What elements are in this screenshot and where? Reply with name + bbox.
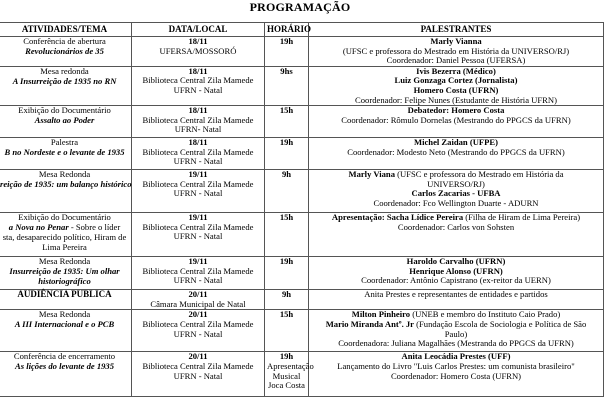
speaker-line: Anita Leocádia Prestes (UFF) xyxy=(401,351,511,362)
speaker-line: Coordenador: Modesto Neto (Mestrando do PPGCS da UFRN) xyxy=(347,146,565,157)
table-row xyxy=(0,213,604,257)
activity-cell xyxy=(0,310,132,352)
table-row xyxy=(0,66,604,105)
table-row xyxy=(0,170,604,213)
activity-theme-detail: sta, desaparecido político, Hiram de xyxy=(2,231,127,242)
activity-cell xyxy=(0,138,132,170)
event-time: 19h xyxy=(279,36,294,46)
speaker-line: Marly Viana (UFSC e professora do Mestrado em História da xyxy=(348,169,564,180)
event-location: Biblioteca Central Zila Mamede xyxy=(142,114,254,125)
speaker-line: Coordenador: Daniel Pessoa (UFERSA) xyxy=(386,55,526,66)
time-cell xyxy=(265,37,309,67)
event-date: 18/11 xyxy=(188,65,208,76)
event-time: 15h xyxy=(279,309,294,320)
date-location-cell xyxy=(132,310,265,352)
activity-theme: Revolucionários de 35 xyxy=(25,45,104,56)
event-time: 9h xyxy=(281,289,292,300)
speaker-line: Paulo) xyxy=(444,328,468,339)
speakers-cell xyxy=(309,66,604,105)
activity-theme: Insurreição de 1935: Um olhar xyxy=(9,265,120,276)
table-header-row xyxy=(0,23,604,37)
speaker-line: UNIVERSO/RJ) xyxy=(427,178,485,189)
event-location: UFRN - Natal xyxy=(173,84,223,95)
time-cell xyxy=(265,66,309,105)
event-location: Câmara Municipal de Natal xyxy=(150,298,246,309)
page-title: PROGRAMAÇÃO xyxy=(249,0,351,14)
table-row xyxy=(0,352,604,397)
speakers-cell xyxy=(309,138,604,170)
header-activity: ATIVIDADES/TEMA xyxy=(0,23,132,37)
activity-theme: historiográfico xyxy=(38,275,91,286)
activity-type: Exibição do Documentário xyxy=(18,212,111,223)
activity-theme: A III Internacional e o PCB xyxy=(14,319,115,330)
header-speakers: PALESTRANTES xyxy=(309,23,604,37)
program-rows xyxy=(0,37,604,397)
speaker-name: Mario Miranda Antº. Jr xyxy=(325,318,414,329)
date-location-cell xyxy=(132,290,265,310)
activity-theme-detail: - Sobre o líder xyxy=(68,221,121,232)
speakers-cell xyxy=(309,257,604,290)
activity-type: Exibição do Documentário xyxy=(18,105,111,116)
time-cell xyxy=(265,213,309,257)
event-time: 19h xyxy=(279,256,294,267)
time-note: Musical xyxy=(272,370,301,381)
event-time: 9h xyxy=(281,169,292,180)
speakers-cell xyxy=(309,310,604,352)
time-cell xyxy=(265,290,309,310)
speaker-line: Henrique Alonso (UFRN) xyxy=(409,265,503,276)
event-location: Biblioteca Central Zila Mamede xyxy=(142,360,254,371)
speakers-cell xyxy=(309,37,604,67)
program-table xyxy=(0,22,604,397)
speaker-line: Coordenador: Homero Costa (UFRN) xyxy=(390,370,522,381)
event-date: 19/11 xyxy=(188,256,208,267)
event-location: Biblioteca Central Zila Mamede xyxy=(142,146,254,157)
speaker-line: Debatedor: Homero Costa xyxy=(407,105,505,116)
event-location: Biblioteca Central Zila Mamede xyxy=(142,318,254,329)
activity-cell xyxy=(0,66,132,105)
speaker-line: Haroldo Carvalho (UFRN) xyxy=(406,256,506,267)
table-row xyxy=(0,257,604,290)
speakers-cell xyxy=(309,106,604,138)
time-cell xyxy=(265,170,309,213)
activity-type: Mesa Redonda xyxy=(38,309,91,320)
event-location: Biblioteca Central Zila Mamede xyxy=(142,178,254,189)
speaker-line: Coordenador: Carlos von Sohsten xyxy=(397,221,515,232)
time-cell xyxy=(265,351,314,397)
event-time: 19h xyxy=(279,351,294,362)
time-note: Joca Costa xyxy=(268,380,305,391)
speaker-line: Luiz Gonzaga Cortez (Jornalista) xyxy=(394,75,518,86)
speaker-line: Coordenador: Antônio Capistrano (ex-reitor da UERN) xyxy=(361,275,551,286)
date-location-cell xyxy=(132,257,265,290)
activity-cell xyxy=(0,106,132,138)
time-cell xyxy=(265,257,309,290)
event-location: Biblioteca Central Zila Mamede xyxy=(142,265,254,276)
activity-cell xyxy=(0,213,132,257)
activity-theme: a Nova no Penar xyxy=(8,221,69,232)
speaker-name: Milton Pinheiro xyxy=(351,309,411,320)
time-cell xyxy=(265,310,309,352)
event-location: UFRN - Natal xyxy=(173,188,223,199)
table-row xyxy=(0,290,604,310)
event-location: UFRN - Natal xyxy=(173,231,223,242)
time-cell xyxy=(265,106,309,138)
speaker-line: Michel Zaidan (UFPE) xyxy=(413,137,499,148)
speaker-name: Marly Viana xyxy=(348,169,396,180)
event-date: 19/11 xyxy=(188,169,208,180)
activity-cell xyxy=(0,170,132,213)
event-date: 20/11 xyxy=(188,309,208,320)
speaker-line: Lançamento do Livro "Luis Carlos Prestes: um comunista brasileiro" xyxy=(337,360,575,371)
speaker-line: Milton Pinheiro (UNEB e membro do Instituto Caio Prado) xyxy=(351,309,561,320)
activity-theme-detail: Lima Pereira xyxy=(42,241,87,252)
event-location: UFRN - Natal xyxy=(173,156,223,167)
event-location: UFRN - Natal xyxy=(173,370,223,381)
activity-theme: Assalto ao Poder xyxy=(34,114,95,125)
date-location-cell xyxy=(132,170,265,213)
event-time: 19h xyxy=(279,137,294,148)
speaker-line: Apresentação: Sacha Lídice Pereira (Filha de Hiram de Lima Pereira) xyxy=(331,212,581,223)
event-location: UFRN- Natal xyxy=(174,124,222,135)
activity-cell: AUDIÊNCIA PUBLICA xyxy=(0,290,132,310)
activity-cell xyxy=(0,257,132,290)
speakers-cell xyxy=(309,213,604,257)
activity-type: Palestra xyxy=(50,137,79,148)
activity-type: Mesa Redonda xyxy=(38,169,91,180)
event-date: 18/11 xyxy=(188,137,208,148)
table-row xyxy=(0,37,604,67)
event-location: UFERSA/MOSSORÓ xyxy=(159,45,237,56)
date-location-cell xyxy=(132,106,265,138)
speakers-cell xyxy=(309,352,604,397)
header-time: HORÁRIO xyxy=(265,23,309,37)
speaker-line: Marly Vianna xyxy=(430,36,482,46)
speaker-line: Ivis Bezerra (Médico) xyxy=(416,65,496,76)
event-time: 15h xyxy=(279,212,294,223)
date-location-cell xyxy=(132,37,265,67)
date-location-cell xyxy=(132,213,265,257)
speaker-line: Coordenador: Rômulo Dornelas (Mestrando do PPGCS da UFRN) xyxy=(341,114,571,125)
activity-type: Mesa redonda xyxy=(40,65,89,76)
event-date: 20/11 xyxy=(188,289,208,300)
event-date: 18/11 xyxy=(188,105,208,116)
table-row xyxy=(0,310,604,352)
speaker-line: Coordenadora: Juliana Magalhães (Mestranda do PPGCS da UFRN) xyxy=(338,338,574,349)
time-cell xyxy=(265,138,309,170)
date-location-cell xyxy=(132,138,265,170)
time-note: Apresentação xyxy=(267,360,314,371)
speakers-cell xyxy=(309,290,604,310)
event-time: 15h xyxy=(279,105,294,116)
speaker-line: Carlos Zacarias - UFBA xyxy=(411,188,501,199)
header-date-location: DATA/LOCAL xyxy=(132,23,265,37)
event-location: UFRN - Natal xyxy=(173,275,223,286)
activity-type: Conferência de encerramento xyxy=(13,351,116,362)
speaker-line: Coordenador: Felipe Nunes (Estudante de História UFRN) xyxy=(355,94,557,105)
event-date: 19/11 xyxy=(188,212,208,223)
activity-type: Mesa Redonda xyxy=(38,256,91,267)
speakers-cell xyxy=(309,170,604,213)
event-location: Biblioteca Central Zila Mamede xyxy=(142,221,254,232)
table-row xyxy=(0,138,604,170)
event-date: 18/11 xyxy=(188,36,208,46)
activity-theme: As lições do levante de 1935 xyxy=(14,361,115,372)
date-location-cell xyxy=(132,352,265,397)
speaker-line: Coordenador: Fco Wellington Duarte - ADURN xyxy=(373,197,539,208)
speaker-line: Homero Costa (UFRN) xyxy=(413,84,499,95)
speaker-line: (UFSC e professora do Mestrado em História da UNIVERSO/RJ) xyxy=(342,45,570,56)
activity-theme: reição de 1935: um balanço histórico xyxy=(0,178,132,189)
table-row xyxy=(0,106,604,138)
activity-cell xyxy=(0,37,132,67)
activity-cell xyxy=(0,352,132,397)
activity-theme: B no Nordeste e o levante de 1935 xyxy=(4,146,125,157)
speaker-line: Anita Prestes e representantes de entidades e partidos xyxy=(364,289,548,300)
activity-type: Conferência de abertura xyxy=(23,36,106,46)
event-time: 9hs xyxy=(280,65,293,76)
date-location-cell xyxy=(132,66,265,105)
event-location: Biblioteca Central Zila Mamede xyxy=(142,75,254,86)
event-date: 20/11 xyxy=(188,351,208,362)
event-location: UFRN - Natal xyxy=(173,328,223,339)
activity-theme-line xyxy=(0,243,129,253)
activity-theme: A Insurreição de 1935 no RN xyxy=(12,75,117,86)
speaker-line: Mario Miranda Antº. Jr (Fundação Escola de Sociologia e Política de São xyxy=(325,318,587,329)
speaker-name: Apresentação: Sacha Lídice Pereira xyxy=(331,212,464,223)
